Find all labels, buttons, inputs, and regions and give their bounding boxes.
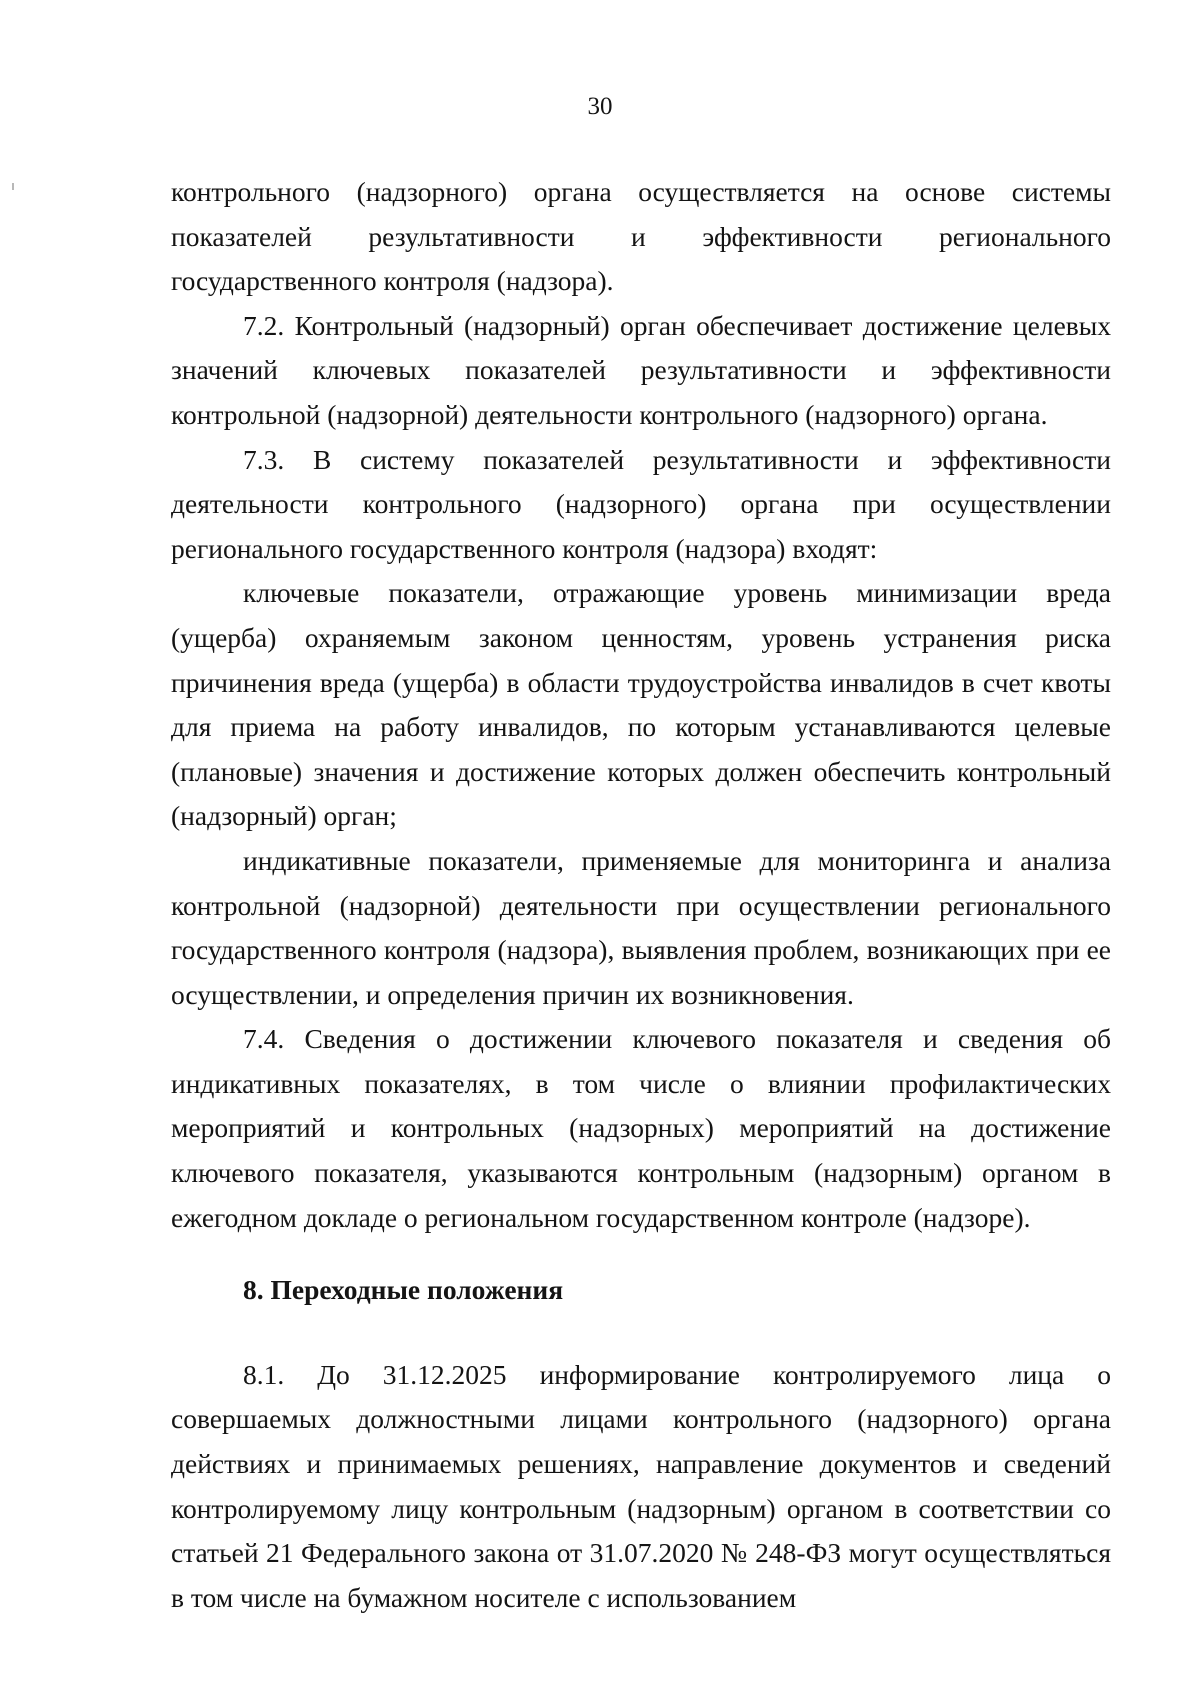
paragraph-7-3: 7.3. В систему показателей результативности и эффективности деятельности контрольного (надзорного) органа при осуществлении регионального государственного контроля (надзора) входят:	[171, 443, 1111, 564]
section-heading-8: 8. Переходные положения	[243, 1274, 564, 1306]
paragraph-7-2: 7.2. Контрольный (надзорный) орган обеспечивает достижение целевых значений ключевых показателей результативности и эффективности контрольной (надзорной) деятельности контрольного (надзорного) органа.	[171, 309, 1111, 430]
paragraph-indicative-indicators: индикативные показатели, применяемые для мониторинга и анализа контрольной (надзорной) деятельности при осуществлении регионального государственного контроля (надзора), выявления проблем, возникающих при ее осуществлении, и определения причин их возникновения.	[171, 844, 1111, 1010]
paragraph-8-1: 8.1. До 31.12.2025 информирование контролируемого лица о совершаемых должностными лицами контрольного (надзорного) органа действиях и принимаемых решениях, направление документов и сведений контролируемому лицу контрольным (надзорным) органом в соответствии со статьей 21 Федерального закона от 31.07.2020 № 248-ФЗ могут осуществляться в том числе на бумажном носителе с использованием	[171, 1358, 1111, 1613]
paragraph-continuation: контрольного (надзорного) органа осуществляется на основе системы показателей результативности и эффективности регионального государственного контроля (надзора).	[171, 176, 1111, 297]
paragraph-key-indicators: ключевые показатели, отражающие уровень минимизации вреда (ущерба) охраняемым законом ценностям, уровень устранения риска причинения вреда (ущерба) в области трудоустройства инвалидов в счет квоты для приема на работу инвалидов, по которым устанавливаются целевые (плановые) значения и достижение которых должен обеспечить контрольный (надзорный) орган;	[171, 577, 1111, 832]
page-number: 30	[587, 93, 613, 120]
paragraph-7-4: 7.4. Сведения о достижении ключевого показателя и сведения об индикативных показателях, в том числе о влиянии профилактических мероприятий и контрольных (надзорных) мероприятий на достижение ключевого показателя, указываются контрольным (надзорным) органом в ежегодном докладе о региональном государственном контроле (надзоре).	[171, 1023, 1111, 1233]
document-body	[171, 170, 1111, 1620]
scan-speck	[12, 183, 14, 190]
